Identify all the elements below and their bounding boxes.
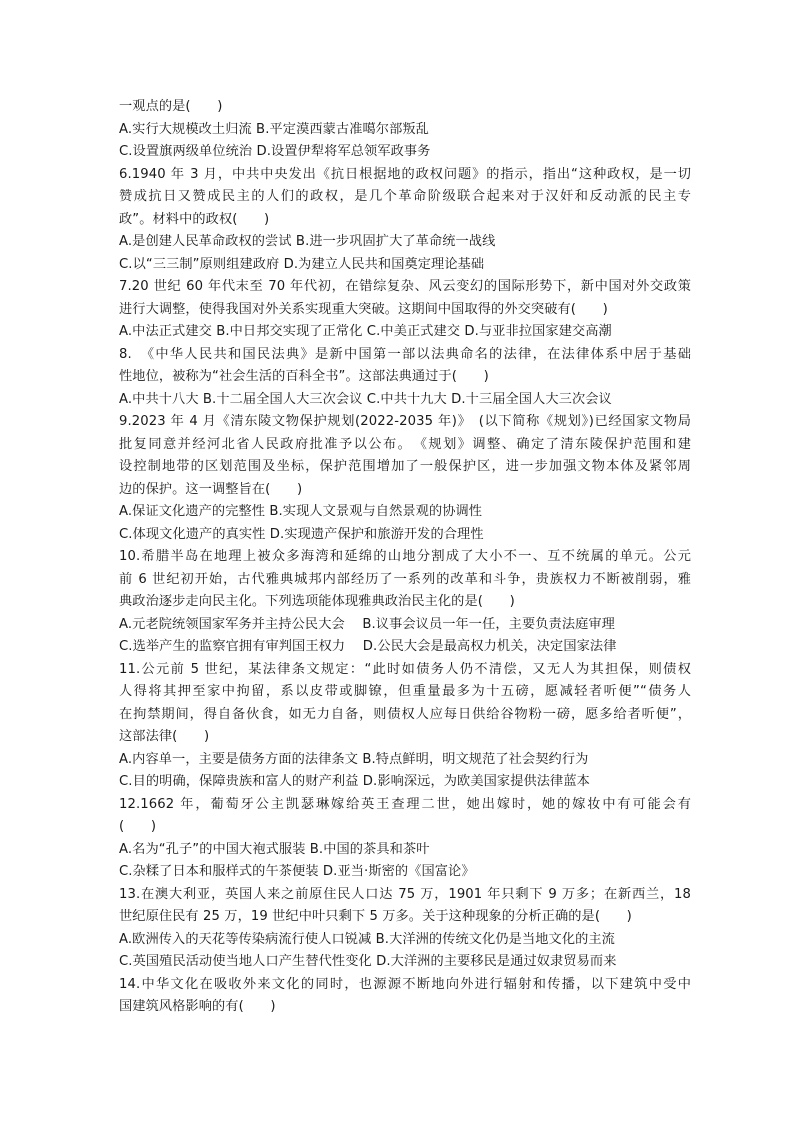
text-line: 政”。材料中的政权( )	[119, 211, 270, 227]
text-line: 一观点的是( )	[119, 99, 223, 114]
option-line: C.选举产生的监察官拥有审判国王权力 D.公民大会是最高权力机关，决定国家法律	[119, 639, 617, 654]
text-line: 国建筑风格影响的有( )	[119, 999, 276, 1014]
option-line: C.杂糅了日本和服样式的午茶便装 D.亚当·斯密的《国富论》	[119, 864, 475, 879]
text-line: 赞成抗日又赞成民主的人们的政权，是几个革命阶级联合起来对于汉奸和反动派的民主专	[119, 189, 691, 204]
option-line: C.体现文化遗产的真实性 D.实现遗产保护和旅游开发的合理性	[119, 526, 484, 542]
option-line: C.以“三三制”原则组建政府 D.为建立人民共和国奠定理论基础	[119, 256, 485, 272]
text-line: 性地位，被称为“社会生活的百科全书”。这部法典通过于( )	[119, 369, 489, 384]
text-line: 边的保护。这一调整旨在( )	[119, 481, 303, 497]
question-9-text: 9.2023 年 4 月《清东陵文物保护规划(2022-2035 年)》 (以下简称《规划》)已经国家文物局	[119, 414, 691, 429]
option-line: A.名为“孔子”的中国大袍式服装 B.中国的茶具和茶叶	[119, 841, 430, 857]
option-line: A.元老院统领国家军务并主持公民大会 B.议事会议员一年一任，主要负责法庭审理	[119, 616, 615, 632]
option-line: A.内容单一，主要是债务方面的法律条文 B.特点鲜明，明文规范了社会契约行为	[119, 751, 589, 767]
page-content	[119, 96, 691, 1019]
question-12-text: 12.1662 年，葡萄牙公主凯瑟琳嫁给英王查理二世，她出嫁时，她的嫁妆中有可能会有	[119, 796, 691, 812]
text-line: 前 6 世纪初开始，古代雅典城邦内部经历了一系列的改革和斗争，贵族权力不断被削弱，雅	[119, 571, 691, 587]
question-13-text: 13.在澳大利亚，英国人来之前原住民人口达 75 万，1901 年只剩下 9 万多；在新西兰，18	[119, 886, 691, 902]
text-line: 设控制地带的区划范围及坐标，保护范围增加了一般保护区，进一步加强文物本体及紧邻周	[119, 459, 691, 474]
option-line: C.设置旗两级单位统治 D.设置伊犁将军总领军政事务	[119, 144, 431, 159]
text-line: ( )	[119, 819, 157, 834]
text-line: 在拘禁期间，得自备伙食，如无力自备，则债权人应每日供给谷物粉一磅，愿多给者听便”，	[119, 706, 691, 722]
question-11-text: 11.公元前 5 世纪，某法律条文规定：“此时如债务人仍不清偿，又无人为其担保，则债权	[119, 661, 691, 677]
question-10-text: 10.希腊半岛在地理上被众多海湾和延绵的山地分割成了大小不一、互不统属的单元。公元	[119, 549, 691, 564]
question-8-text: 8. 《中华人民共和国民法典》是新中国第一部以法典命名的法律，在法律体系中居于基础	[119, 346, 691, 362]
option-line: A.欧洲传入的天花等传染病流行使人口锐减 B.大洋洲的传统文化仍是当地文化的主流	[119, 931, 615, 947]
text-line: 人得将其押至家中拘留，系以皮带或脚镣，但重量最多为十五磅，愿减轻者听便”“债务人	[119, 684, 691, 699]
text-line: 进行大调整，使得我国对外关系实现重大突破。这期间中国取得的外交突破有( )	[119, 301, 608, 317]
question-6-text: 6.1940 年 3 月，中共中央发出《抗日根据地的政权问题》的指示，指出“这种政权，是一切	[119, 166, 691, 182]
option-line: C.目的明确，保障贵族和富人的财产利益 D.影响深远，为欧美国家提供法律蓝本	[119, 774, 590, 789]
option-line: A.保证文化遗产的完整性 B.实现人文景观与自然景观的协调性	[119, 504, 483, 519]
text-line: 世纪原住民有 25 万，19 世纪中叶只剩下 5 万多。关于这种现象的分析正确的是( )	[119, 909, 632, 924]
option-line: A.中法正式建交 B.中日邦交实现了正常化 C.中美正式建交 D.与亚非拉国家建交高潮	[119, 324, 612, 339]
question-14-text: 14.中华文化在吸收外来文化的同时，也源源不断地向外进行辐射和传播，以下建筑中受中	[119, 976, 691, 992]
option-line: A.实行大规模改土归流 B.平定漠西蒙古准噶尔部叛乱	[119, 121, 429, 137]
question-7-text: 7.20 世纪 60 年代末至 70 年代初，在错综复杂、风云变幻的国际形势下，新中国对外交政策	[119, 279, 691, 294]
option-line: A.是创建人民革命政权的尝试 B.进一步巩固扩大了革命统一战线	[119, 234, 496, 249]
option-line: A.中共十八大 B.十二届全国人大三次会议 C.中共十九大 D.十三届全国人大三次会议	[119, 391, 612, 407]
text-line: 这部法律( )	[119, 729, 210, 744]
text-line: 批复同意并经河北省人民政府批准予以公布。 《规划》调整、确定了清东陵保护范围和建	[119, 436, 691, 452]
option-line: C.英国殖民活动使当地人口产生替代性变化 D.大洋洲的主要移民是通过奴隶贸易而来	[119, 954, 617, 969]
text-line: 典政治逐步走向民主化。下列选项能体现雅典政治民主化的是( )	[119, 594, 515, 609]
